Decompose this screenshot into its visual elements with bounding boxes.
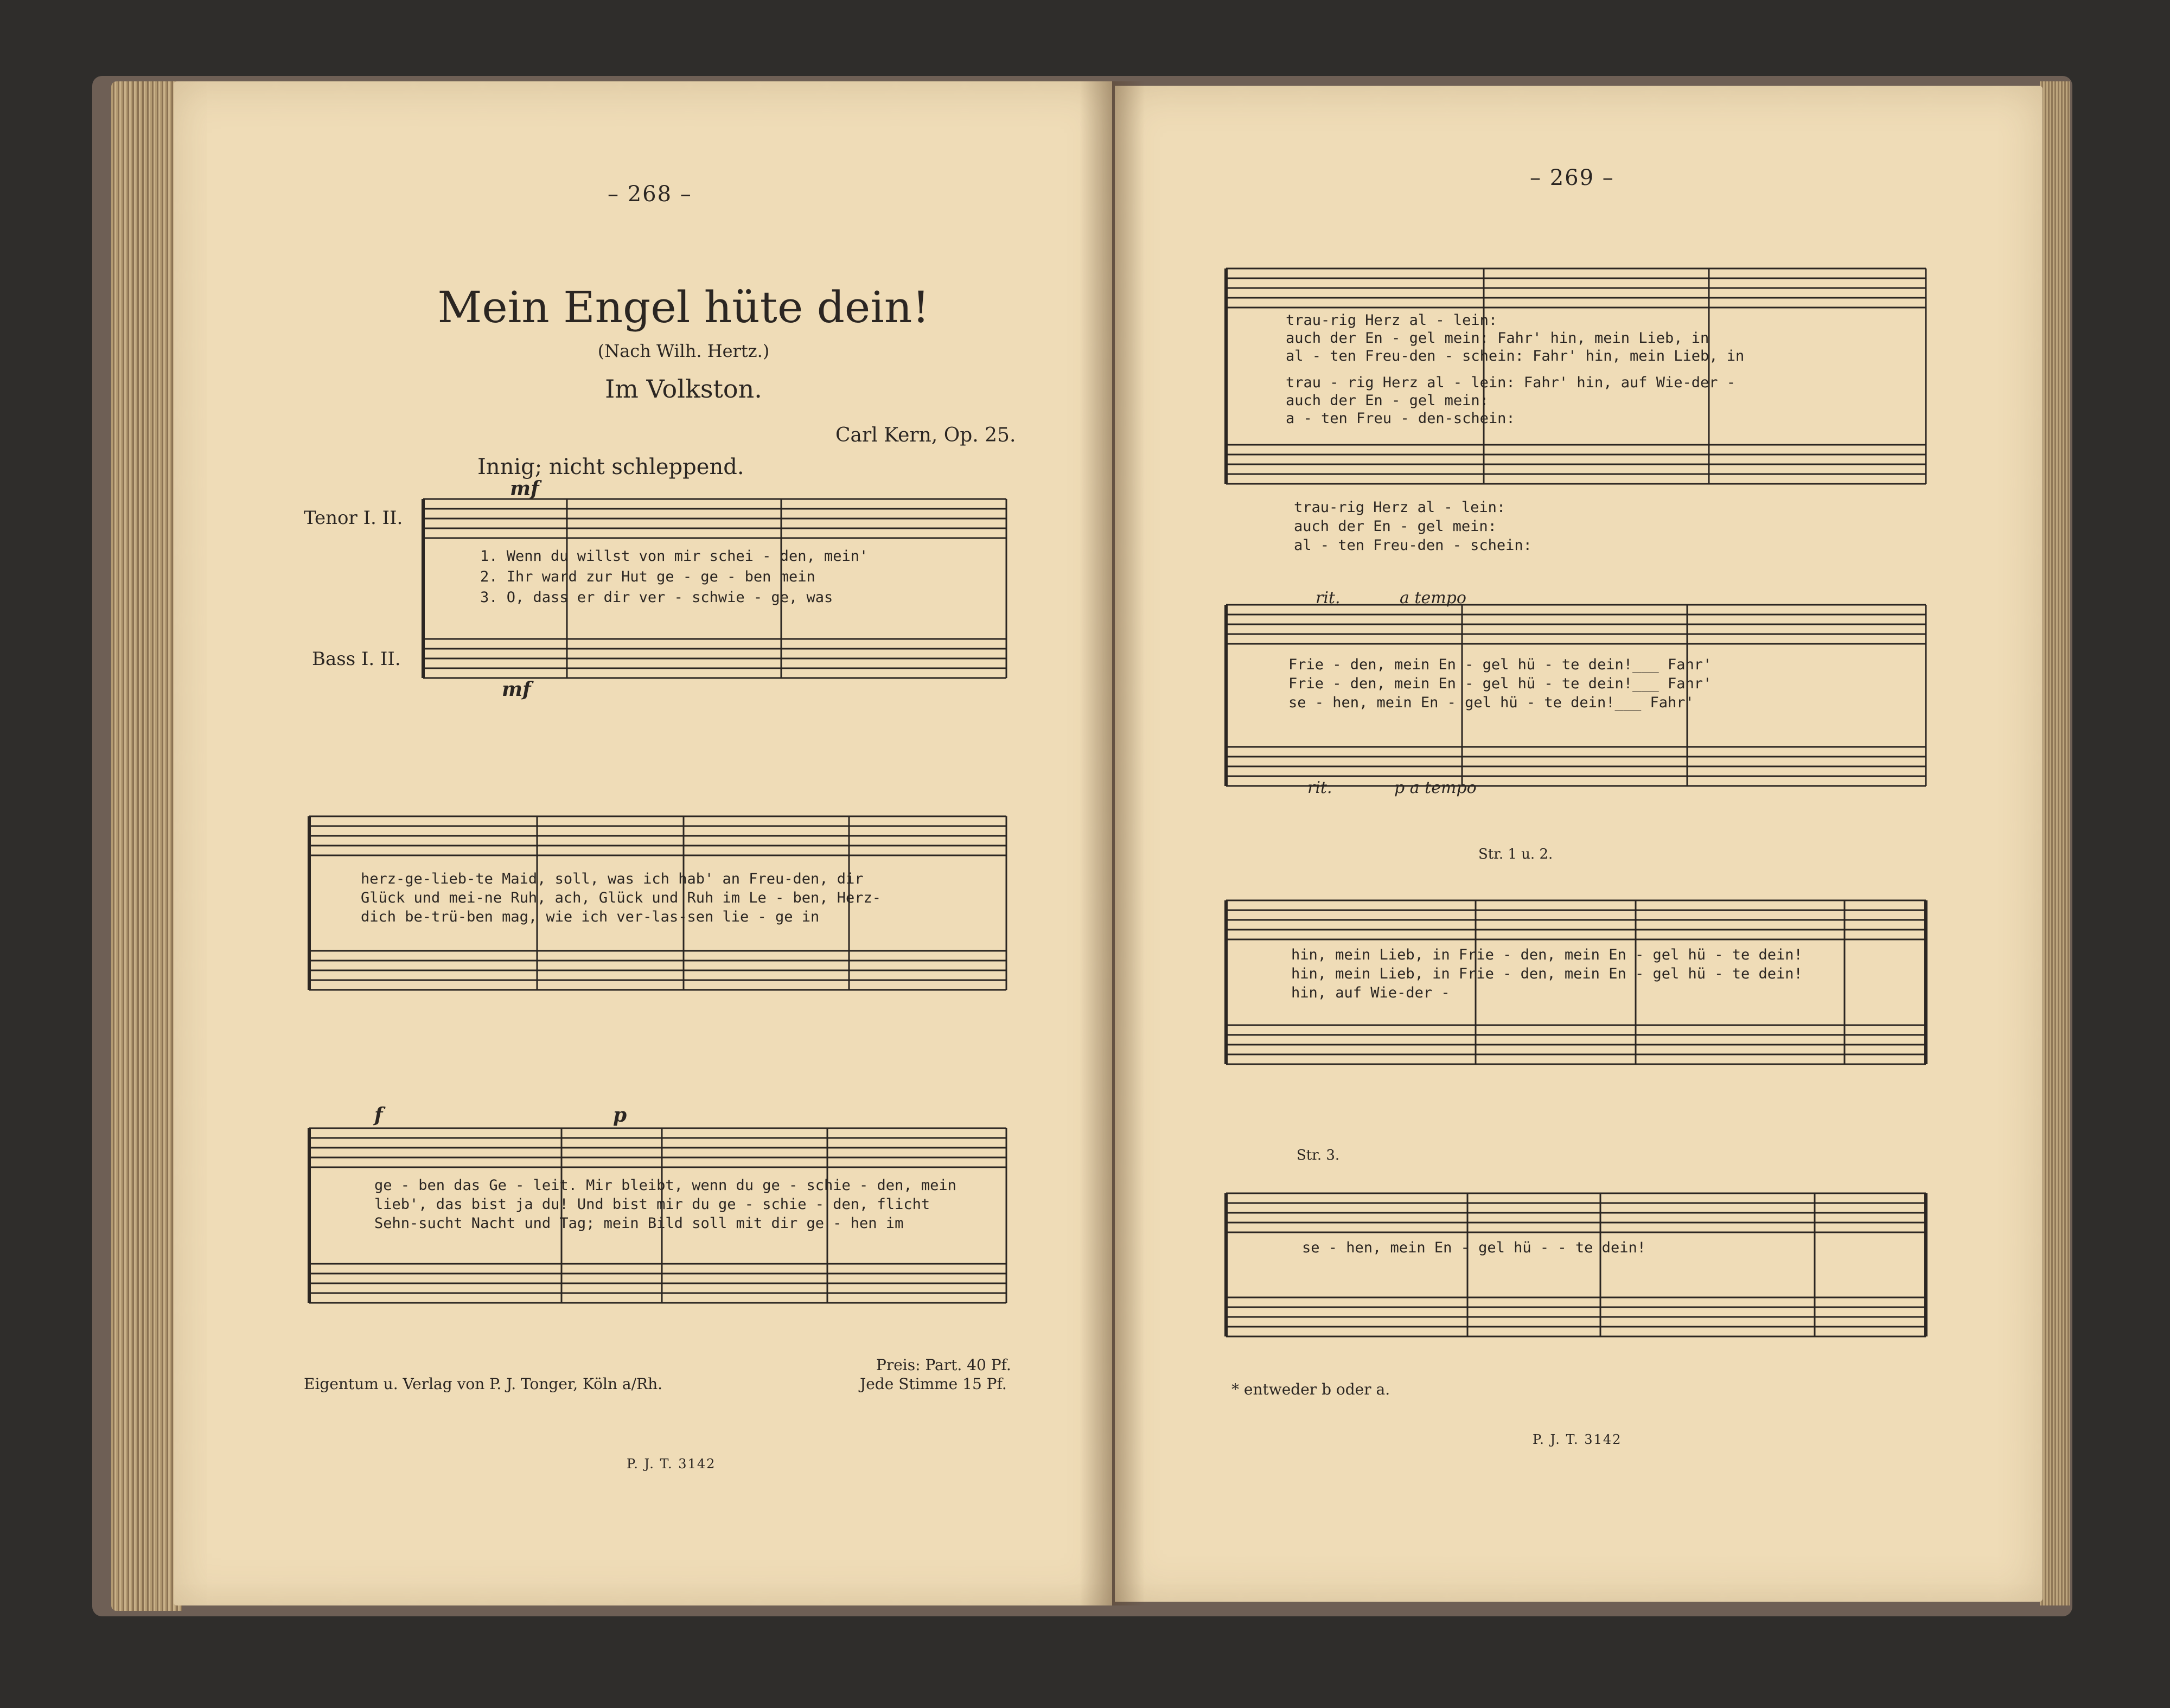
lyrics-s1-line2: 2. Ihr ward zur Hut ge - ge - ben mein bbox=[480, 568, 815, 585]
song-title: Mein Engel hüte dein! bbox=[437, 282, 930, 332]
lyrics-s1-line1: 1. Wenn du willst von mir schei - den, mein' bbox=[480, 548, 869, 565]
style-marking: Im Volkston. bbox=[605, 374, 762, 404]
lyrics-r3-line2: hin, mein Lieb, in Frie - den, mein En - gel hü - te dein! bbox=[1291, 965, 1803, 982]
price-line-2: Jede Stimme 15 Pf. bbox=[860, 1375, 1007, 1393]
footnote: * entweder b oder a. bbox=[1231, 1380, 1390, 1398]
lyrics-r2-line3: se - hen, mein En - gel hü - te dein!___ Fahr' bbox=[1288, 694, 1694, 711]
p-a-tempo-mark: p a tempo bbox=[1394, 778, 1477, 797]
part-label-bass: Bass I. II. bbox=[312, 648, 401, 670]
rit-mark-lower: rit. bbox=[1307, 778, 1332, 797]
dynamic-p-system3: p bbox=[613, 1104, 627, 1127]
lyrics-r3-line3: hin, auf Wie-der - bbox=[1291, 984, 1450, 1001]
lyrics-r1-lower-line3: al - ten Freu-den - schein: bbox=[1294, 537, 1532, 554]
lyrics-r1-line3: al - ten Freu-den - schein: Fahr' hin, mein Lieb, in bbox=[1286, 348, 1745, 364]
lyrics-s3-line1: ge - ben das Ge - leit. Mir bleibt, wenn du ge - schie - den, mein bbox=[374, 1177, 956, 1194]
catalog-number-left: P. J. T. 3142 bbox=[627, 1456, 716, 1472]
lyrics-r2-line1: Frie - den, mein En - gel hü - te dein!___ Fahr' bbox=[1288, 656, 1712, 673]
dynamic-mf-upper: mf bbox=[510, 477, 539, 500]
lyrics-r3-line1: hin, mein Lieb, in Frie - den, mein En - gel hü - te dein! bbox=[1291, 946, 1803, 963]
lyrics-s1-line3: 3. O, dass er dir ver - schwie - ge, was bbox=[480, 589, 833, 606]
lyrics-s3-line3: Sehn-sucht Nacht und Tag; mein Bild soll mit dir ge - hen im bbox=[374, 1215, 904, 1232]
score-system-4-right bbox=[1221, 1177, 1931, 1356]
lyrics-r2-line2: Frie - den, mein En - gel hü - te dein!___ Fahr' bbox=[1288, 675, 1712, 692]
book-gutter bbox=[1080, 81, 1145, 1605]
strophe-label-1-2: Str. 1 u. 2. bbox=[1478, 846, 1553, 862]
page-edges-left bbox=[111, 81, 182, 1611]
lyrics-r1-line2: auch der En - gel mein: Fahr' hin, mein Lieb, in bbox=[1286, 330, 1709, 347]
a-tempo-mark-upper: a tempo bbox=[1400, 588, 1466, 607]
page-number-right: – 269 – bbox=[1530, 165, 1614, 190]
song-subtitle: (Nach Wilh. Hertz.) bbox=[597, 341, 770, 361]
page-edges-right bbox=[2040, 81, 2070, 1605]
page-number-left: – 268 – bbox=[608, 182, 692, 207]
catalog-number-right: P. J. T. 3142 bbox=[1533, 1432, 1622, 1447]
lyrics-r1-line5: auch der En - gel mein: bbox=[1286, 392, 1489, 409]
rit-mark-upper: rit. bbox=[1316, 588, 1341, 607]
tempo-marking: Innig; nicht schleppend. bbox=[477, 455, 744, 479]
part-label-tenor: Tenor I. II. bbox=[304, 507, 403, 529]
lyrics-r1-line4: trau - rig Herz al - lein: Fahr' hin, auf Wie-der - bbox=[1286, 374, 1736, 391]
lyrics-s3-line2: lieb', das bist ja du! Und bist mir du ge - schie - den, flicht bbox=[374, 1196, 930, 1213]
dynamic-f-system3: f bbox=[374, 1104, 383, 1127]
price-line-1: Preis: Part. 40 Pf. bbox=[876, 1356, 1011, 1374]
lyrics-s2-line1: herz-ge-lieb-te Maid, soll, was ich hab' an Freu-den, dir bbox=[361, 871, 864, 887]
lyrics-r1-lower-line1: trau-rig Herz al - lein: bbox=[1294, 499, 1506, 516]
lyrics-r1-line6: a - ten Freu - den-schein: bbox=[1286, 410, 1515, 427]
composer: Carl Kern, Op. 25. bbox=[835, 424, 1016, 446]
lyrics-s2-line2: Glück und mei-ne Ruh, ach, Glück und Ruh im Le - ben, Herz- bbox=[361, 890, 882, 906]
dynamic-mf-lower: mf bbox=[502, 678, 531, 701]
lyrics-s2-line3: dich be-trü-ben mag, wie ich ver-las-sen lie - ge in bbox=[361, 909, 820, 925]
lyrics-r4-line1: se - hen, mein En - gel hü - - te dein! bbox=[1302, 1239, 1646, 1256]
strophe-label-3: Str. 3. bbox=[1297, 1147, 1340, 1163]
publisher-line: Eigentum u. Verlag von P. J. Tonger, Köln a/Rh. bbox=[304, 1375, 663, 1393]
lyrics-r1-line1: trau-rig Herz al - lein: bbox=[1286, 312, 1498, 329]
lyrics-r1-lower-line2: auch der En - gel mein: bbox=[1294, 518, 1497, 535]
